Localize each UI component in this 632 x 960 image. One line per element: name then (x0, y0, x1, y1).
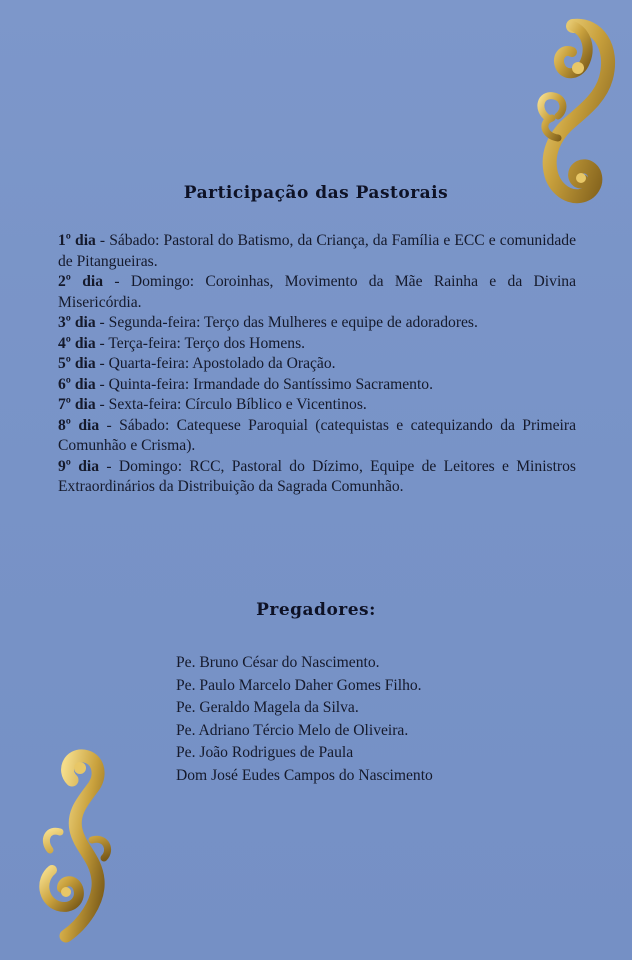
section-title-pastorais: Participação das Pastorais (183, 183, 449, 203)
day-label: 3º dia (58, 314, 96, 331)
day-label: 2º dia (58, 273, 104, 290)
day-item (58, 375, 576, 396)
days-list (58, 231, 576, 498)
day-label: 1º dia (58, 232, 96, 249)
day-text: - Terça-feira: Terço dos Homens. (95, 334, 306, 352)
day-label: 7º dia (58, 396, 96, 413)
preacher-item: Dom José Eudes Campos do Nascimento (176, 766, 433, 784)
day-text: - Domingo: RCC, Pastoral do Dízimo, Equipe de Leitores e Ministros Extraordinários da Distribuição da Sagrada Comunhão. (58, 457, 576, 495)
day-text: - Quarta-feira: Apostolado da Oração. (95, 355, 336, 372)
day-label: 8º dia (58, 416, 100, 434)
preacher-item: Pe. Geraldo Magela da Silva. (176, 699, 359, 717)
preachers-list (176, 652, 596, 788)
preacher-item: Pe. Adriano Tércio Melo de Oliveira. (176, 721, 409, 739)
preacher-item: Pe. João Rodrigues de Paula (176, 744, 354, 762)
day-text: - Sexta-feira: Círculo Bíblico e Vicentinos. (95, 396, 367, 413)
day-label: 9º dia (58, 457, 100, 475)
day-text: - Sábado: Pastoral do Batismo, da Criança, da Família e ECC e comunidade de Pitangueiras. (58, 232, 576, 270)
day-text: - Domingo: Coroinhas, Movimento da Mãe Rainha e da Divina Misericórdia. (58, 273, 576, 311)
section-title-pregadores: Pregadores: (256, 600, 376, 620)
gold-scroll-ornament-bottom (32, 740, 122, 945)
day-item (58, 457, 576, 498)
day-item (58, 395, 576, 416)
preacher-item: Pe. Paulo Marcelo Daher Gomes Filho. (176, 676, 422, 694)
day-label: 5º dia (58, 355, 96, 372)
day-item (58, 416, 576, 457)
day-item (58, 354, 576, 375)
day-item (58, 231, 576, 272)
day-text: - Quinta-feira: Irmandade do Santíssimo Sacramento. (95, 375, 433, 393)
day-text: - Segunda-feira: Terço das Mulheres e equipe de adoradores. (95, 314, 478, 331)
day-text: - Sábado: Catequese Paroquial (catequistas e catequizando da Primeira Comunhão e Crisma). (58, 416, 576, 454)
day-item (58, 272, 576, 313)
preacher-item: Pe. Bruno César do Nascimento. (176, 654, 380, 671)
day-item (58, 313, 576, 334)
day-label: 4º dia (58, 334, 96, 352)
day-item (58, 334, 576, 355)
day-label: 6º dia (58, 375, 96, 393)
